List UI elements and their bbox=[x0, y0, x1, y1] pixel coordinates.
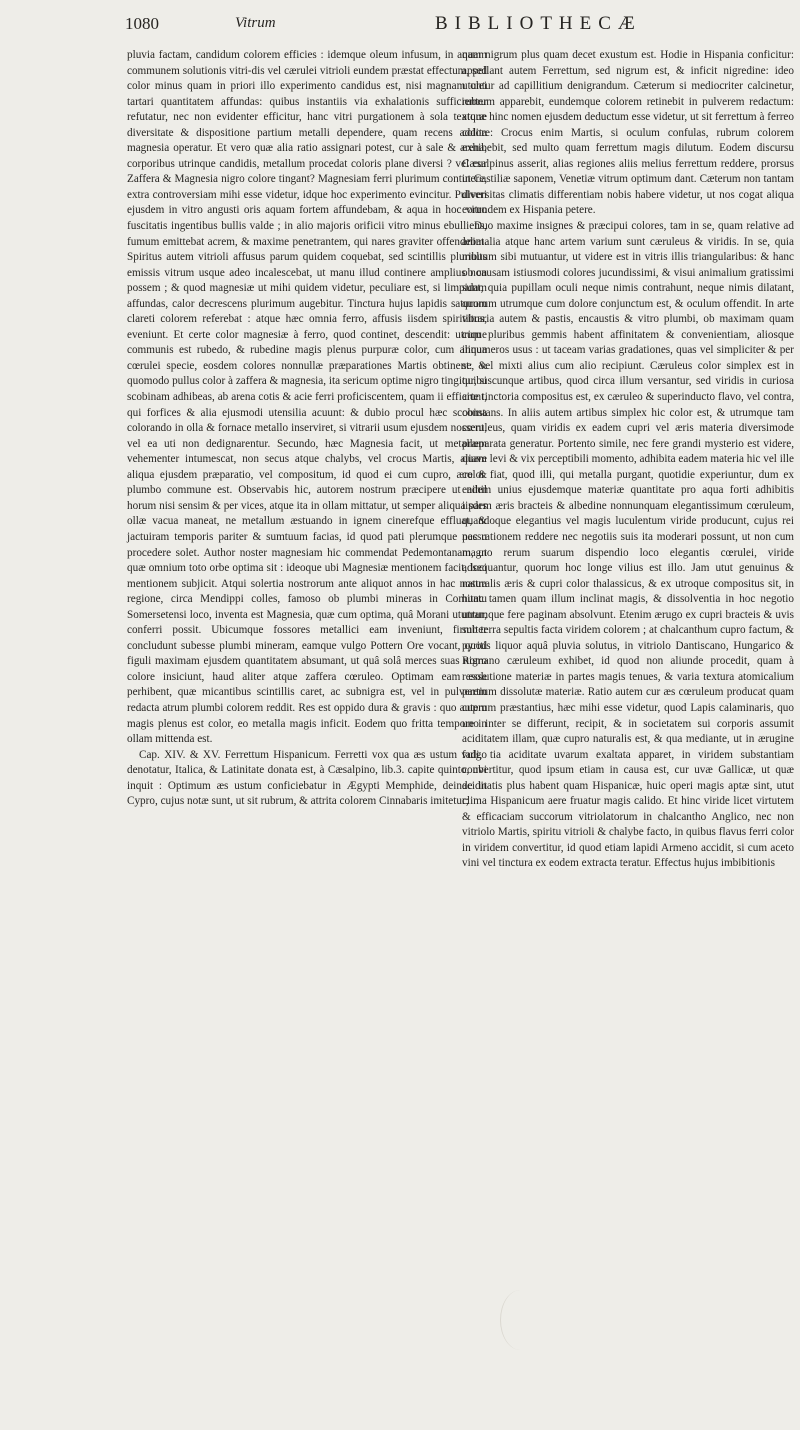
page-number: 1080 bbox=[125, 14, 159, 33]
chapter-heading-paragraph: Cap. XIV. & XV. Ferrettum Hispanicum. Ferretti vox qua æs ustum vulgo denotatur, Italica, & Latinitate donata est, à Cæsalpino, lib.3. capite quinto, ubi inquit : Optimum æs ustum conficiebatur in Ægypti Memphide, deinde in Cypro, cujus notæ sunt, ut sit rubrum, & attrita colorem Cinnabaris imitetur; bbox=[127, 748, 487, 808]
right-paragraph-2: Duo maxime insignes & præcipui colores, tam in se, quam relative ad animalia atque hanc artem varium sunt cæruleus & viridis. In se, quia multum sibi mutuantur, ut videre est in vitris illis triangularibus: & hanc ob causam istiusmodi colores jucundissimi, & visui animalium gratissimi sunt, quia pupillam oculi neque nimis contrahunt, neque nimis dilatant, quorum utrumque cum dolore conjunctum est, & oculum offendit. In arte vitraria autem & pastis, encaustis & vitro plumbi, ob maximam quam cum pluribus gemmis habent affinitatem & convenientiam, aliosque innumeros usus : ut taceam varias gradationes, quas vel simpliciter & per se, vel mixti alius cum alio recipiunt. Cæruleus color simplex est in quibuscunque artibus, quod circa illum versantur, sed viridis in curiosa arte tinctoria compositus est, ex cæruleo & superinducto flavo, vel contra, constans. In aliis autem artibus simplex hic color est, & utrumque tam cœruleus, quam viridis ex eadem cupri vel æris materia diversimode præparata generatur. Portento simile, nec fere grandi mysterio est videre, quam levi & vix perceptibili momento, adhibita eadem materia hic vel ille color fiat, quod illi, qui metalla purgant, quotidie experiuntur, dum ex eadem unius ejusdemque materiæ quantitate pro aqua forti adhibitis iisdem æris bracteis & albedine nonnunquam elegantissimum cœruleum, quandoque elegantius vel magis luculentum viride producunt, cujus rei nec rationem reddere nec negotiis suis ita moderari possunt, ut non cum magno rerum suarum dispendio loco elegantis cœrulei, viride adsequantur, quorum hoc longe vilius est illo. Jam utut genuinus & naturalis æris & cupri color thalassicus, & ex utroque compositus sit, in hunc tamen quam illum inclinat magis, & dissolventia in hoc negotio utramque fere paginam absolvunt. Etenim ærugo ex cupri bracteis & uvis sub terra sepultis facta viridem colorem ; at chalcanthum cupro factum, & pyritis liquor aquâ pluvia solutus, in vitriolo Dantiscano, Hungarico & Romano cæruleum exhibet, id quod non aliunde procedit, quam à resolutione materiæ in partes magis tenues, & varia textura atomicalium partium dissolutæ materiæ. Ratio autem cur æs cœruleum producat quam cuprum præstantius, hæc mihi esse videtur, quod Lapis calaminaris, quo uno inter se differunt, recipit, & in societatem sui corporis assumit aciditatem illam, quæ cupro naturalis est, & qua mediante, ut in ærugine fadi, tia aciditate uvarum exaltata apparet, in viridem substantiam convertitur, quod ipsum etiam in causa est, cur uvæ Gallicæ, ut quæ aciditatis plus habent quam Hispanicæ, huic operi magis aptæ sint, utut clima Hispanicum aere fruatur magis calido. Et hinc viride licet virtutem & efficaciam succorum vitriolatorum in chalcantho Anglico, nec non vitriolo Martis, spiritu vitrioli & chalybe facto, in quibus flavus ferri color in viridem convertitur, id quod etiam lapidi Armeno accidit, si cum aceto vini vel tinctura ex eodem extracta teratur. Effectus hujus imbibitionis bbox=[462, 220, 794, 870]
right-paragraph-1: nam nigrum plus quam decet exustum est. Hodie in Hispania conficitur: appellant autem Ferrettum, sed nigrum est, & inficit nigredine: ideo utuntur ad capillitium denigrandum. Cæterum si mediocriter calcinetur, rubrum apparebit, eundemque colorem retinebit in pulverem redactum: atque hinc nomen ejusdem deductum esse videtur, ut sit ferrettum à ferreo colore: Crocus enim Martis, si oculum confulas, rubrum colorem exhibebit, sed multo quam ferrettum magis dilutum. Eodem discursu Cæsalpinus asserit, alias regiones aliis melius ferrettum reddere, prorsus ut Castiliæ saponem, Venetiæ vitrum optimum dant. Cæterum non tantam diversitas climatis differentiam nobis habere videtur, ut nos cogat aliqua eorundem ex Hispania petere. bbox=[462, 49, 794, 217]
page-header bbox=[125, 14, 795, 44]
left-text-column bbox=[127, 48, 487, 810]
paper-mark bbox=[500, 1290, 541, 1350]
left-paragraph-1: pluvia factam, candidum colorem efficies : idemque oleum infusum, in aquam communem solutionis vitri-dis vel cærulei vitrioli eundem præstat effectum, sed color minus quam in priori illo experimento candidus est, nisi magnam olei tartari quantitatem affundas: quibus instantiis via exhalationis sufficienter refutatur, nec non evidenter efficitur, hanc vitri purgationem à sola texturæ diversitate & dispositione partium metalli dependere, quam recens addita magnesia operatur. Et vero quæ alia ratio assignari potest, cur à sale & arena, corporibus utrinque candidis, metallum procedat coloris plane diversi ? vel cur Zaffera & Magnesia nigro colore tingant? Magnesiam ferri plurimum continere, extra controversiam mihi esse videtur, idque hoc experimento evincitur. Pulveri ejusdem in vitro angusti oris aquam fortem affundebam, & aqua in hoc vitro fuscitatis ingentibus bullis valde ; in alio majoris orificii vitro minus ebulliens, fumum emittebat acrem, & maxime penetrantem, qui nares graviter offendebat. Spiritus autem vitrioli affusus parum quidem coquebat, sed scintillis pluribus emissis vitrum usque adeo incalescebat, ut manu illud continere amplius non possem ; & quod magnesiæ ut mihi quidem videtur, peculiare est, si limpidam affundas, calor decrescens plurimum augebitur. Tinctura hujus lapidis saturum clareti colorem referebat : atque hæc omnia ferro, affusis iisdem spiritibus, eveniunt. Et certe color magnesiæ à ferro, quod continet, descendit: utrique communis est rubedo, & rubedine magis plenus purpuræ color, cum aliqua cœrulei specie, eosdem colores nonnullæ præparationes Martis obtinent: & quomodo pullus color à zaffera & magnesia, ita sericum optime nigro tingitur, si scobinam adhibeas, ab arena cotis & acie ferri proficiscentem, quam ii efficiunt, qui forfices & alia ejusmodi utensilia acuunt: & dubio procul hæc scobina colorando in olla & fornace metallo inserviret, si vitrarii usum ejusdem nossent, vel ea uti non dedignarentur. Secundo, hæc Magnesia facit, ut metallum vehementer intumescat, non secus atque chalybs, vel crocus Martis, aliave aliqua ejusdem præparatio, vel compositum, id quod ei cum cupro, ære & plumbo commune est. Observabis hic, autorem nostrum præcipere ut nihil horum nisi sensim & per vices, atque ita in ollam mittatur, ut semper aliqua pars ollæ vacua maneat, ne metallum æstuando in ignem cinerefque effluat, & jactuiram temporis pariter & sumtuum facias, id quod pati plerumque passu procedere solet. Author noster magnesiam hic commendat Pedemontanam, ut quæ omnium toto orbe optima sit : ideoque ubi Magnesiæ mentionem facit, loci mentionem subjicit. Atqui solertia nostrorum ante aliquot annos in hac nostra regione, circa Mendippi colles, famoso ob plumbi mineras in Comitatu Somersetensi loco, inventa est Magnesia, quæ cum optima, quâ Morani utuntur, conferri possit. Ubicumque fossores metallici eam inveniunt, firmiter concludunt subesse plumbi mineram, eamque vulgo Pottern Ore vocant, quod figuli maximam ejusdem quantitatem absumant, ut quâ solâ merces suas nigro colore insiciunt, haud aliter atque zaffera cœruleo. Optimam eam esse perhibent, quæ micantibus scintillis caret, ac subnigra est, vel in pulverem redacta atrum plumbi colorem reddit. Res est oppido dura & gravis : quo autem magis plenus est color, eo metalla magis inficit. Eodem quo fritta tempore in ollam mittenda est. bbox=[127, 49, 487, 746]
right-text-column bbox=[462, 48, 794, 872]
running-title: BIBLIOTHECÆ bbox=[435, 13, 642, 34]
running-head-keyword: Vitrum bbox=[235, 15, 276, 31]
